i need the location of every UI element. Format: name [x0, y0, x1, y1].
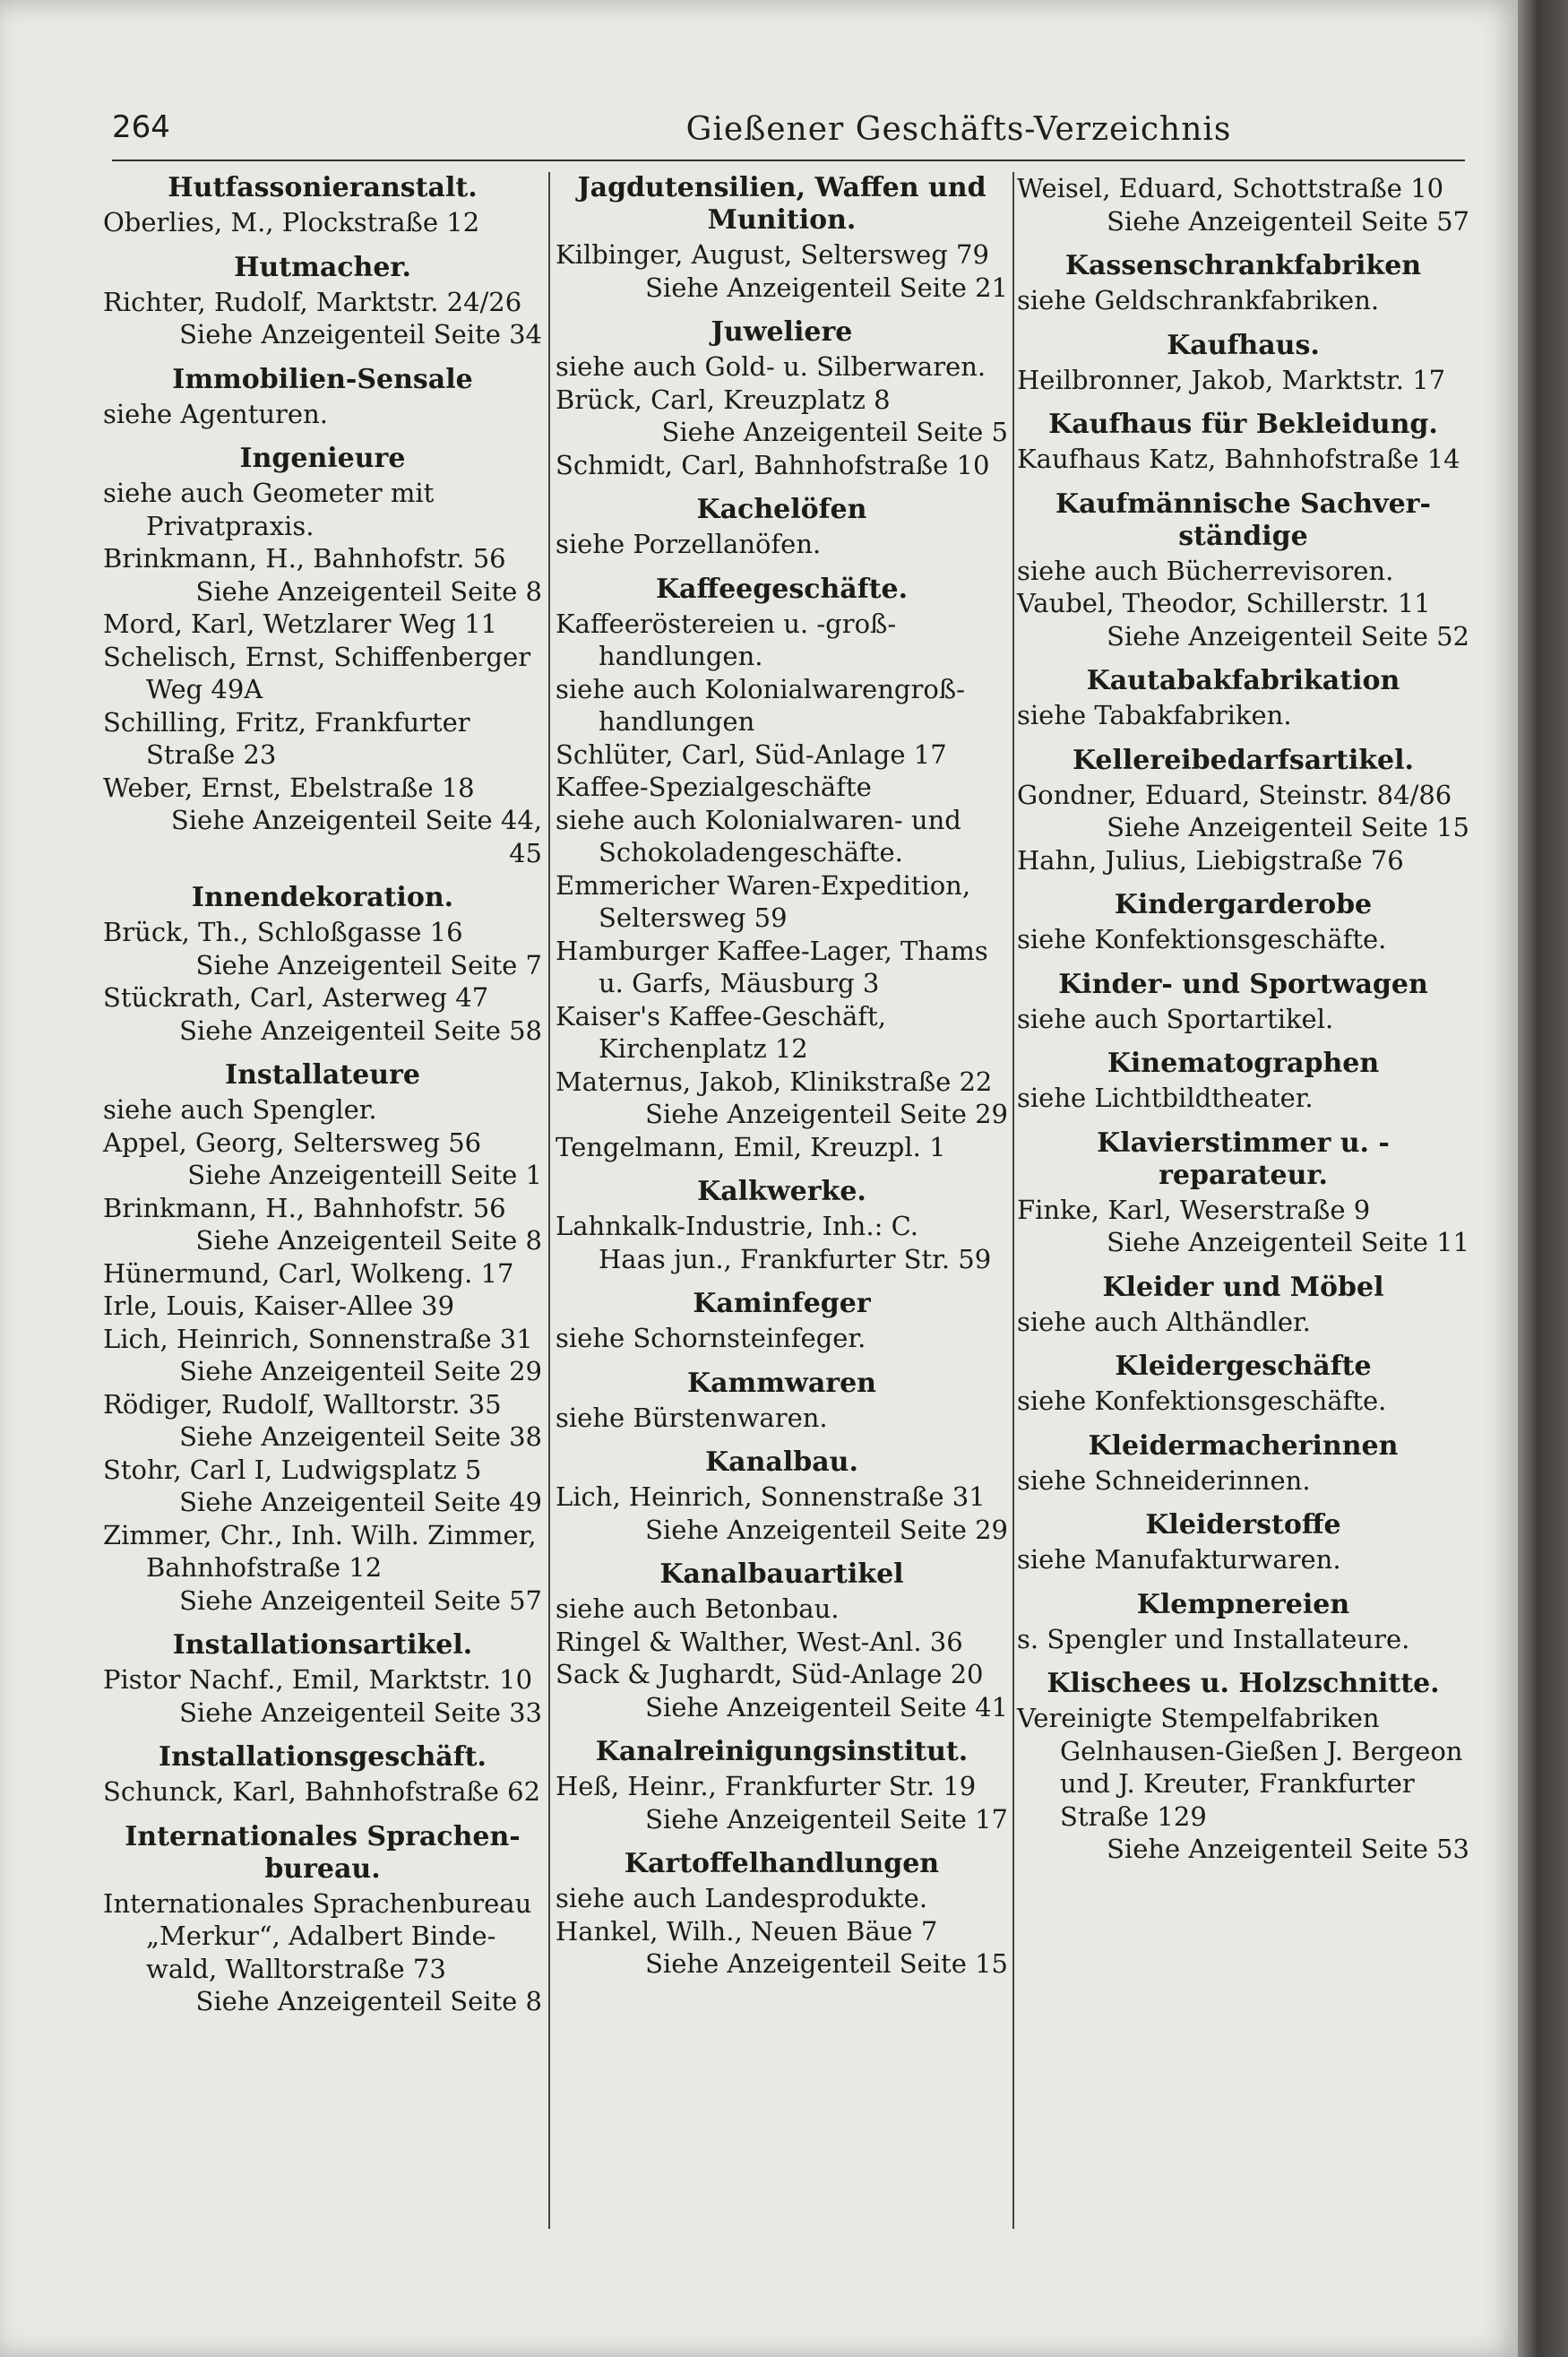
section-heading: Kleidermacherinnen	[1088, 1429, 1399, 1462]
entry-continuation-line: Kirchenplatz 12	[599, 1033, 808, 1064]
directory-section	[1017, 172, 1469, 237]
section-heading: Kleidergeschäfte	[1115, 1351, 1372, 1382]
entry-line: s. Spengler und Installateure.	[1017, 1623, 1410, 1654]
entry-line: Zimmer, Chr., Inh. Wilh. Zimmer,	[103, 1519, 537, 1550]
entry-line: Weisel, Eduard, Schottstraße 10	[1017, 173, 1444, 203]
directory-entry	[1017, 587, 1469, 652]
entry-line: Schlüter, Carl, Süd-Anlage 17	[556, 738, 947, 770]
entry-line: siehe Geldschrankfabriken.	[1017, 285, 1380, 315]
directory-entry	[1017, 923, 1469, 956]
section-heading: Ingenieure	[239, 443, 406, 474]
directory-entry	[556, 1000, 1008, 1066]
entry-line: Brinkmann, H., Bahnhofstr. 56	[103, 1192, 506, 1223]
directory-entry	[556, 1593, 1008, 1626]
entry-line: Hahn, Julius, Liebigstraße 76	[1017, 844, 1404, 876]
entry-line: Appel, Georg, Seltersweg 56	[103, 1127, 482, 1158]
section-heading: Kassenschrankfabriken	[1064, 250, 1422, 281]
entry-line: siehe auch Landesprodukte.	[556, 1883, 928, 1913]
section-heading: Kartoffelhandlungen	[624, 1848, 940, 1879]
section-heading: Juweliere	[711, 316, 853, 348]
entry-line: siehe Schneiderinnen.	[1017, 1464, 1311, 1496]
directory-section	[103, 1629, 542, 1729]
directory-entry	[103, 1663, 542, 1729]
directory-entry	[103, 772, 542, 870]
entry-continuation-line: Siehe Anzeigenteil Seite 52	[1107, 620, 1469, 652]
directory-section	[103, 1741, 542, 1809]
directory-entry	[556, 1882, 1008, 1915]
section-heading: Kindergarderobe	[1114, 889, 1373, 920]
directory-section	[1017, 665, 1469, 732]
entry-line: Irle, Louis, Kaiser-Allee 39	[103, 1291, 455, 1321]
column-3	[1017, 172, 1469, 1878]
directory-entry	[556, 1402, 1008, 1435]
directory-entry	[1017, 364, 1469, 397]
entry-continuation-line: Siehe Anzeigenteil Seite 29	[645, 1514, 1008, 1545]
entry-line: siehe Agenturen.	[103, 398, 328, 429]
entry-line: siehe auch Sportartikel.	[1017, 1003, 1334, 1034]
directory-entry	[103, 981, 542, 1047]
directory-section	[556, 1736, 1008, 1835]
entry-continuation-line: Siehe Anzeigenteill Seite 1	[187, 1160, 542, 1190]
directory-section	[1017, 1127, 1469, 1259]
entry-continuation-line: Seltersweg 59	[599, 902, 788, 933]
directory-entry	[556, 1481, 1008, 1546]
entry-line: Oberlies, M., Plockstraße 12	[103, 207, 480, 237]
directory-section	[1017, 1351, 1469, 1418]
directory-section	[1017, 889, 1469, 956]
entry-line: Hankel, Wilh., Neuen Bäue 7	[556, 1915, 938, 1947]
directory-entry	[103, 608, 542, 641]
section-heading: Kleider und Möbel	[1102, 1271, 1384, 1303]
directory-entry	[103, 1388, 542, 1454]
directory-entry	[103, 1454, 542, 1519]
directory-entry	[556, 1322, 1008, 1355]
entry-continuation-line: Siehe Anzeigenteil Seite 44, 45	[170, 805, 542, 868]
section-heading: Kautabakfabrikation	[1086, 665, 1400, 696]
directory-entry	[103, 542, 542, 608]
directory-section	[556, 172, 1008, 304]
section-heading: Kellereibedarfsartikel.	[1073, 744, 1414, 776]
entry-line: Heß, Heinr., Frankfurter Str. 19	[556, 1771, 977, 1801]
entry-line: Ringel & Walther, West-Anl. 36	[556, 1626, 963, 1657]
section-heading: Klischees u. Holzschnitte.	[1047, 1668, 1440, 1699]
section-heading: Klempnereien	[1136, 1588, 1350, 1620]
entry-continuation-line: Siehe Anzeigenteil Seite 29	[645, 1099, 1008, 1129]
entry-line: Kaffeeröstereien u. -groß-	[556, 608, 897, 639]
section-heading: Kinder- und Sportwagen	[1058, 968, 1428, 1000]
directory-entry	[103, 1127, 542, 1192]
entry-continuation-line: Siehe Anzeigenteil Seite 11	[1107, 1227, 1469, 1257]
entry-line: siehe auch Bücherrevisoren.	[1017, 555, 1394, 586]
directory-entry	[103, 1093, 542, 1127]
entry-continuation-line: handlungen	[599, 706, 755, 737]
directory-section	[556, 574, 1008, 1164]
entry-line: Maternus, Jakob, Klinikstraße 22	[556, 1066, 993, 1097]
directory-entry	[1017, 1543, 1469, 1576]
directory-entry	[1017, 555, 1469, 588]
entry-line: siehe auch Kolonialwarengroß-	[556, 673, 965, 704]
section-heading: Immobilien-Sensale	[172, 363, 473, 395]
directory-entry	[103, 1192, 542, 1257]
entry-continuation-line: Siehe Anzeigenteil Seite 38	[179, 1421, 542, 1452]
entry-line: Hamburger Kaffee-Lager, Thams	[556, 935, 988, 966]
directory-entry	[1017, 699, 1469, 732]
directory-entry	[1017, 284, 1469, 317]
entry-line: Schelisch, Ernst, Schiffenberger	[103, 641, 531, 672]
directory-entry	[556, 528, 1008, 561]
section-heading: Kanalreinigungsinstitut.	[595, 1736, 969, 1767]
entry-continuation-line: Siehe Anzeigenteil Seite 8	[195, 1225, 542, 1256]
entry-continuation-line: Privatpraxis.	[146, 510, 314, 541]
directory-section	[1017, 409, 1469, 476]
directory-entry	[1017, 1082, 1469, 1115]
entry-line: Rödiger, Rudolf, Walltorstr. 35	[103, 1388, 502, 1420]
directory-entry	[1017, 1623, 1469, 1656]
directory-section	[1017, 330, 1469, 397]
entry-line: siehe Lichtbildtheater.	[1017, 1083, 1314, 1113]
directory-entry	[1017, 1385, 1469, 1418]
directory-entry	[103, 477, 542, 542]
entry-continuation-line: Siehe Anzeigenteil Seite 8	[195, 575, 542, 607]
entry-line: Gondner, Eduard, Steinstr. 84/86	[1017, 779, 1452, 810]
directory-section	[556, 1446, 1008, 1546]
directory-section	[1017, 1430, 1469, 1498]
entry-continuation-line: Siehe Anzeigenteil Seite 33	[179, 1697, 542, 1728]
section-heading: Kanalbau.	[705, 1446, 858, 1478]
entry-line: Mord, Karl, Wetzlarer Weg 11	[103, 609, 498, 639]
directory-entry	[556, 869, 1008, 935]
entry-line: siehe auch Spengler.	[103, 1094, 377, 1125]
column-divider-1	[548, 172, 550, 2229]
entry-continuation-line: „Merkur“, Adalbert Binde-	[146, 1921, 496, 1951]
entry-line: Schmidt, Carl, Bahnhofstraße 10	[556, 449, 990, 480]
entry-line: Pistor Nachf., Emil, Marktstr. 10	[103, 1664, 533, 1695]
directory-entry	[556, 1066, 1008, 1131]
section-heading: Internationales Sprachen-bureau.	[125, 1820, 521, 1885]
entry-continuation-line: u. Garfs, Mäusburg 3	[599, 968, 880, 998]
directory-section	[1017, 1048, 1469, 1115]
entry-line: siehe auch Kolonialwaren- und	[556, 804, 961, 835]
entry-line: Vereinigte Stempelfabriken	[1017, 1703, 1380, 1733]
directory-entry	[556, 608, 1008, 673]
running-title: Gießener Geschäfts-Verzeichnis	[685, 111, 1232, 148]
entry-line: Vaubel, Theodor, Schillerstr. 11	[1017, 588, 1431, 618]
entry-line: Schunck, Karl, Bahnhofstraße 62	[103, 1776, 541, 1807]
directory-entry	[103, 916, 542, 981]
entry-continuation-line: Bahnhofstraße 12	[146, 1552, 383, 1583]
directory-section	[556, 1288, 1008, 1355]
directory-section	[103, 252, 542, 351]
directory-entry	[103, 206, 542, 239]
entry-line: Kilbinger, August, Seltersweg 79	[556, 239, 989, 270]
directory-section	[103, 882, 542, 1047]
entry-continuation-line: Siehe Anzeigenteil Seite 15	[645, 1948, 1008, 1979]
entry-line: Brück, Carl, Kreuzplatz 8	[556, 384, 891, 415]
section-heading: Kalkwerke.	[697, 1176, 866, 1207]
directory-entry	[556, 738, 1008, 772]
directory-entry	[103, 286, 542, 351]
entry-line: siehe Tabakfabriken.	[1017, 700, 1292, 730]
directory-entry	[1017, 844, 1469, 877]
directory-section	[556, 1848, 1008, 1981]
entry-continuation-line: Siehe Anzeigenteil Seite 21	[645, 272, 1008, 303]
entry-continuation-line: Siehe Anzeigenteil Seite 58	[179, 1014, 542, 1046]
entry-continuation-line: Siehe Anzeigenteil Seite 7	[195, 949, 542, 980]
entry-continuation-line: Straße 129	[1060, 1800, 1207, 1832]
section-heading: Kanalbauartikel	[659, 1558, 904, 1590]
entry-continuation-line: Siehe Anzeigenteil Seite 34	[179, 319, 542, 350]
directory-section	[1017, 1589, 1469, 1656]
section-heading: Hutfassonieranstalt.	[168, 172, 478, 203]
directory-section	[1017, 1668, 1469, 1866]
entry-continuation-line: handlungen.	[599, 641, 763, 671]
directory-entry	[556, 673, 1008, 738]
directory-entry	[1017, 1464, 1469, 1498]
page-number: 264	[112, 109, 170, 145]
entry-line: siehe Porzellanöfen.	[556, 529, 822, 559]
directory-entry	[103, 1257, 542, 1291]
directory-section	[1017, 969, 1469, 1036]
section-heading: Jagdutensilien, Waffen und Munition.	[577, 172, 986, 236]
section-heading: Kaminfeger	[693, 1288, 871, 1319]
page-header	[112, 106, 1465, 161]
section-heading: Kammwaren	[687, 1367, 876, 1399]
section-heading: Installateure	[225, 1059, 420, 1091]
entry-line: siehe Manufakturwaren.	[1017, 1544, 1341, 1575]
section-heading: Installationsartikel.	[172, 1629, 473, 1661]
directory-entry	[556, 771, 1008, 804]
directory-section	[103, 1821, 542, 2018]
entry-line: siehe Konfektionsgeschäfte.	[1017, 924, 1387, 954]
directory-entry	[103, 1887, 542, 2018]
entry-continuation-line: Siehe Anzeigenteil Seite 17	[645, 1803, 1008, 1835]
directory-section	[1017, 745, 1469, 877]
directory-entry	[103, 1290, 542, 1323]
directory-entry	[556, 350, 1008, 384]
entry-line: Stohr, Carl I, Ludwigsplatz 5	[103, 1454, 482, 1485]
entry-continuation-line: Siehe Anzeigenteil Seite 29	[179, 1356, 542, 1386]
directory-entry	[1017, 1194, 1469, 1259]
entry-line: Brück, Th., Schloßgasse 16	[103, 917, 463, 947]
section-heading: Kaffeegeschäfte.	[655, 573, 909, 605]
directory-section	[103, 1059, 542, 1617]
entry-continuation-line: Siehe Anzeigenteil Seite 8	[195, 1986, 542, 2016]
section-heading: Innendekoration.	[191, 882, 454, 913]
directory-entry	[556, 384, 1008, 449]
entry-line: Weber, Ernst, Ebelstraße 18	[103, 772, 475, 803]
directory-section	[556, 494, 1008, 561]
entry-line: Richter, Rudolf, Marktstr. 24/26	[103, 286, 522, 317]
directory-section	[103, 172, 542, 239]
entry-continuation-line: Siehe Anzeigenteil Seite 53	[1107, 1834, 1469, 1864]
entry-line: Lahnkalk-Industrie, Inh.: C.	[556, 1211, 918, 1241]
directory-entry	[103, 706, 542, 772]
directory-entry	[556, 238, 1008, 304]
directory-section	[1017, 250, 1469, 317]
directory-entry	[1017, 1702, 1469, 1866]
entry-continuation-line: Haas jun., Frankfurter Str. 59	[599, 1243, 992, 1274]
directory-entry	[1017, 779, 1469, 844]
entry-continuation-line: und J. Kreuter, Frankfurter	[1060, 1768, 1415, 1799]
entry-line: Kaffee-Spezialgeschäfte	[556, 772, 872, 802]
column-divider-2	[1012, 172, 1014, 2229]
column-1	[103, 172, 542, 2031]
entry-line: siehe Bürstenwaren.	[556, 1402, 828, 1433]
directory-entry	[556, 1131, 1008, 1164]
entry-continuation-line: Siehe Anzeigenteil Seite 49	[179, 1487, 542, 1517]
entry-line: siehe auch Geometer mit	[103, 478, 435, 508]
directory-entry	[1017, 172, 1469, 237]
section-heading: Hutmacher.	[234, 251, 411, 283]
entry-line: Emmericher Waren-Expedition,	[556, 869, 971, 901]
entry-line: Lich, Heinrich, Sonnenstraße 31	[556, 1481, 986, 1512]
directory-entry	[556, 449, 1008, 482]
entry-line: Stückrath, Carl, Asterweg 47	[103, 982, 489, 1013]
entry-line: Brinkmann, H., Bahnhofstr. 56	[103, 543, 506, 574]
directory-section	[103, 443, 542, 869]
directory-entry	[103, 1775, 542, 1809]
entry-line: Finke, Karl, Weserstraße 9	[1017, 1194, 1371, 1225]
entry-line: siehe Schornsteinfeger.	[556, 1323, 866, 1353]
directory-entry	[556, 1210, 1008, 1275]
entry-continuation-line: Siehe Anzeigenteil Seite 57	[1107, 205, 1469, 237]
book-binding	[1518, 0, 1568, 2357]
directory-entry	[103, 398, 542, 431]
entry-line: Schilling, Fritz, Frankfurter	[103, 706, 470, 738]
directory-entry	[1017, 443, 1469, 476]
directory-entry	[556, 1770, 1008, 1835]
entry-continuation-line: Weg 49A	[146, 674, 263, 704]
section-heading: Kaufhaus für Bekleidung.	[1048, 409, 1438, 440]
entry-line: Heilbronner, Jakob, Marktstr. 17	[1017, 364, 1446, 395]
entry-line: Lich, Heinrich, Sonnenstraße 31	[103, 1323, 533, 1354]
directory-entry	[556, 804, 1008, 869]
directory-entry	[556, 1915, 1008, 1981]
entry-line: Kaiser's Kaffee-Geschäft,	[556, 1000, 886, 1032]
directory-entry	[103, 641, 542, 706]
directory-section	[1017, 488, 1469, 653]
section-heading: Klavierstimmer u. -reparateur.	[1097, 1127, 1390, 1191]
entry-line: Hünermund, Carl, Wolkeng. 17	[103, 1257, 514, 1289]
entry-line: Tengelmann, Emil, Kreuzpl. 1	[556, 1131, 946, 1162]
entry-continuation-line: Siehe Anzeigenteil Seite 57	[179, 1584, 542, 1616]
directory-section	[1017, 1272, 1469, 1339]
entry-continuation-line: wald, Walltorstraße 73	[146, 1953, 446, 1984]
entry-line: siehe auch Betonbau.	[556, 1593, 840, 1624]
entry-continuation-line: Straße 23	[146, 739, 277, 770]
directory-entry	[103, 1519, 542, 1618]
directory-section	[556, 1558, 1008, 1723]
section-heading: Kaufmännische Sachver-ständige	[1055, 488, 1431, 552]
section-heading: Kachelöfen	[696, 494, 867, 525]
entry-line: Internationales Sprachenbureau	[103, 1887, 532, 1919]
directory-entry	[1017, 1003, 1469, 1036]
directory-section	[1017, 1509, 1469, 1576]
entry-line: Sack & Jughardt, Süd-Anlage 20	[556, 1659, 984, 1689]
section-heading: Installationsgeschäft.	[159, 1741, 487, 1773]
entry-line: Kaufhaus Katz, Bahnhofstraße 14	[1017, 444, 1460, 474]
directory-entry	[103, 1323, 542, 1388]
directory-entry	[556, 1626, 1008, 1659]
column-2	[556, 172, 1008, 1993]
directory-entry	[556, 935, 1008, 1000]
directory-section	[103, 364, 542, 431]
directory-entry	[1017, 1306, 1469, 1339]
entry-line: siehe auch Gold- u. Silberwaren.	[556, 351, 986, 382]
entry-continuation-line: Gelnhausen-Gießen J. Bergeon	[1060, 1735, 1463, 1766]
entry-continuation-line: Siehe Anzeigenteil Seite 41	[645, 1691, 1008, 1722]
entry-continuation-line: Siehe Anzeigenteil Seite 15	[1107, 812, 1469, 842]
entry-continuation-line: Schokoladengeschäfte.	[599, 837, 903, 868]
entry-line: siehe Konfektionsgeschäfte.	[1017, 1386, 1387, 1416]
entry-line: siehe auch Althändler.	[1017, 1306, 1311, 1337]
directory-section	[556, 1176, 1008, 1275]
section-heading: Kaufhaus.	[1167, 329, 1320, 361]
section-heading: Kinematographen	[1107, 1048, 1380, 1079]
entry-continuation-line: Siehe Anzeigenteil Seite 5	[661, 417, 1008, 447]
directory-section	[556, 1368, 1008, 1435]
directory-entry	[556, 1658, 1008, 1723]
section-heading: Kleiderstoffe	[1145, 1509, 1341, 1541]
directory-section	[556, 316, 1008, 481]
